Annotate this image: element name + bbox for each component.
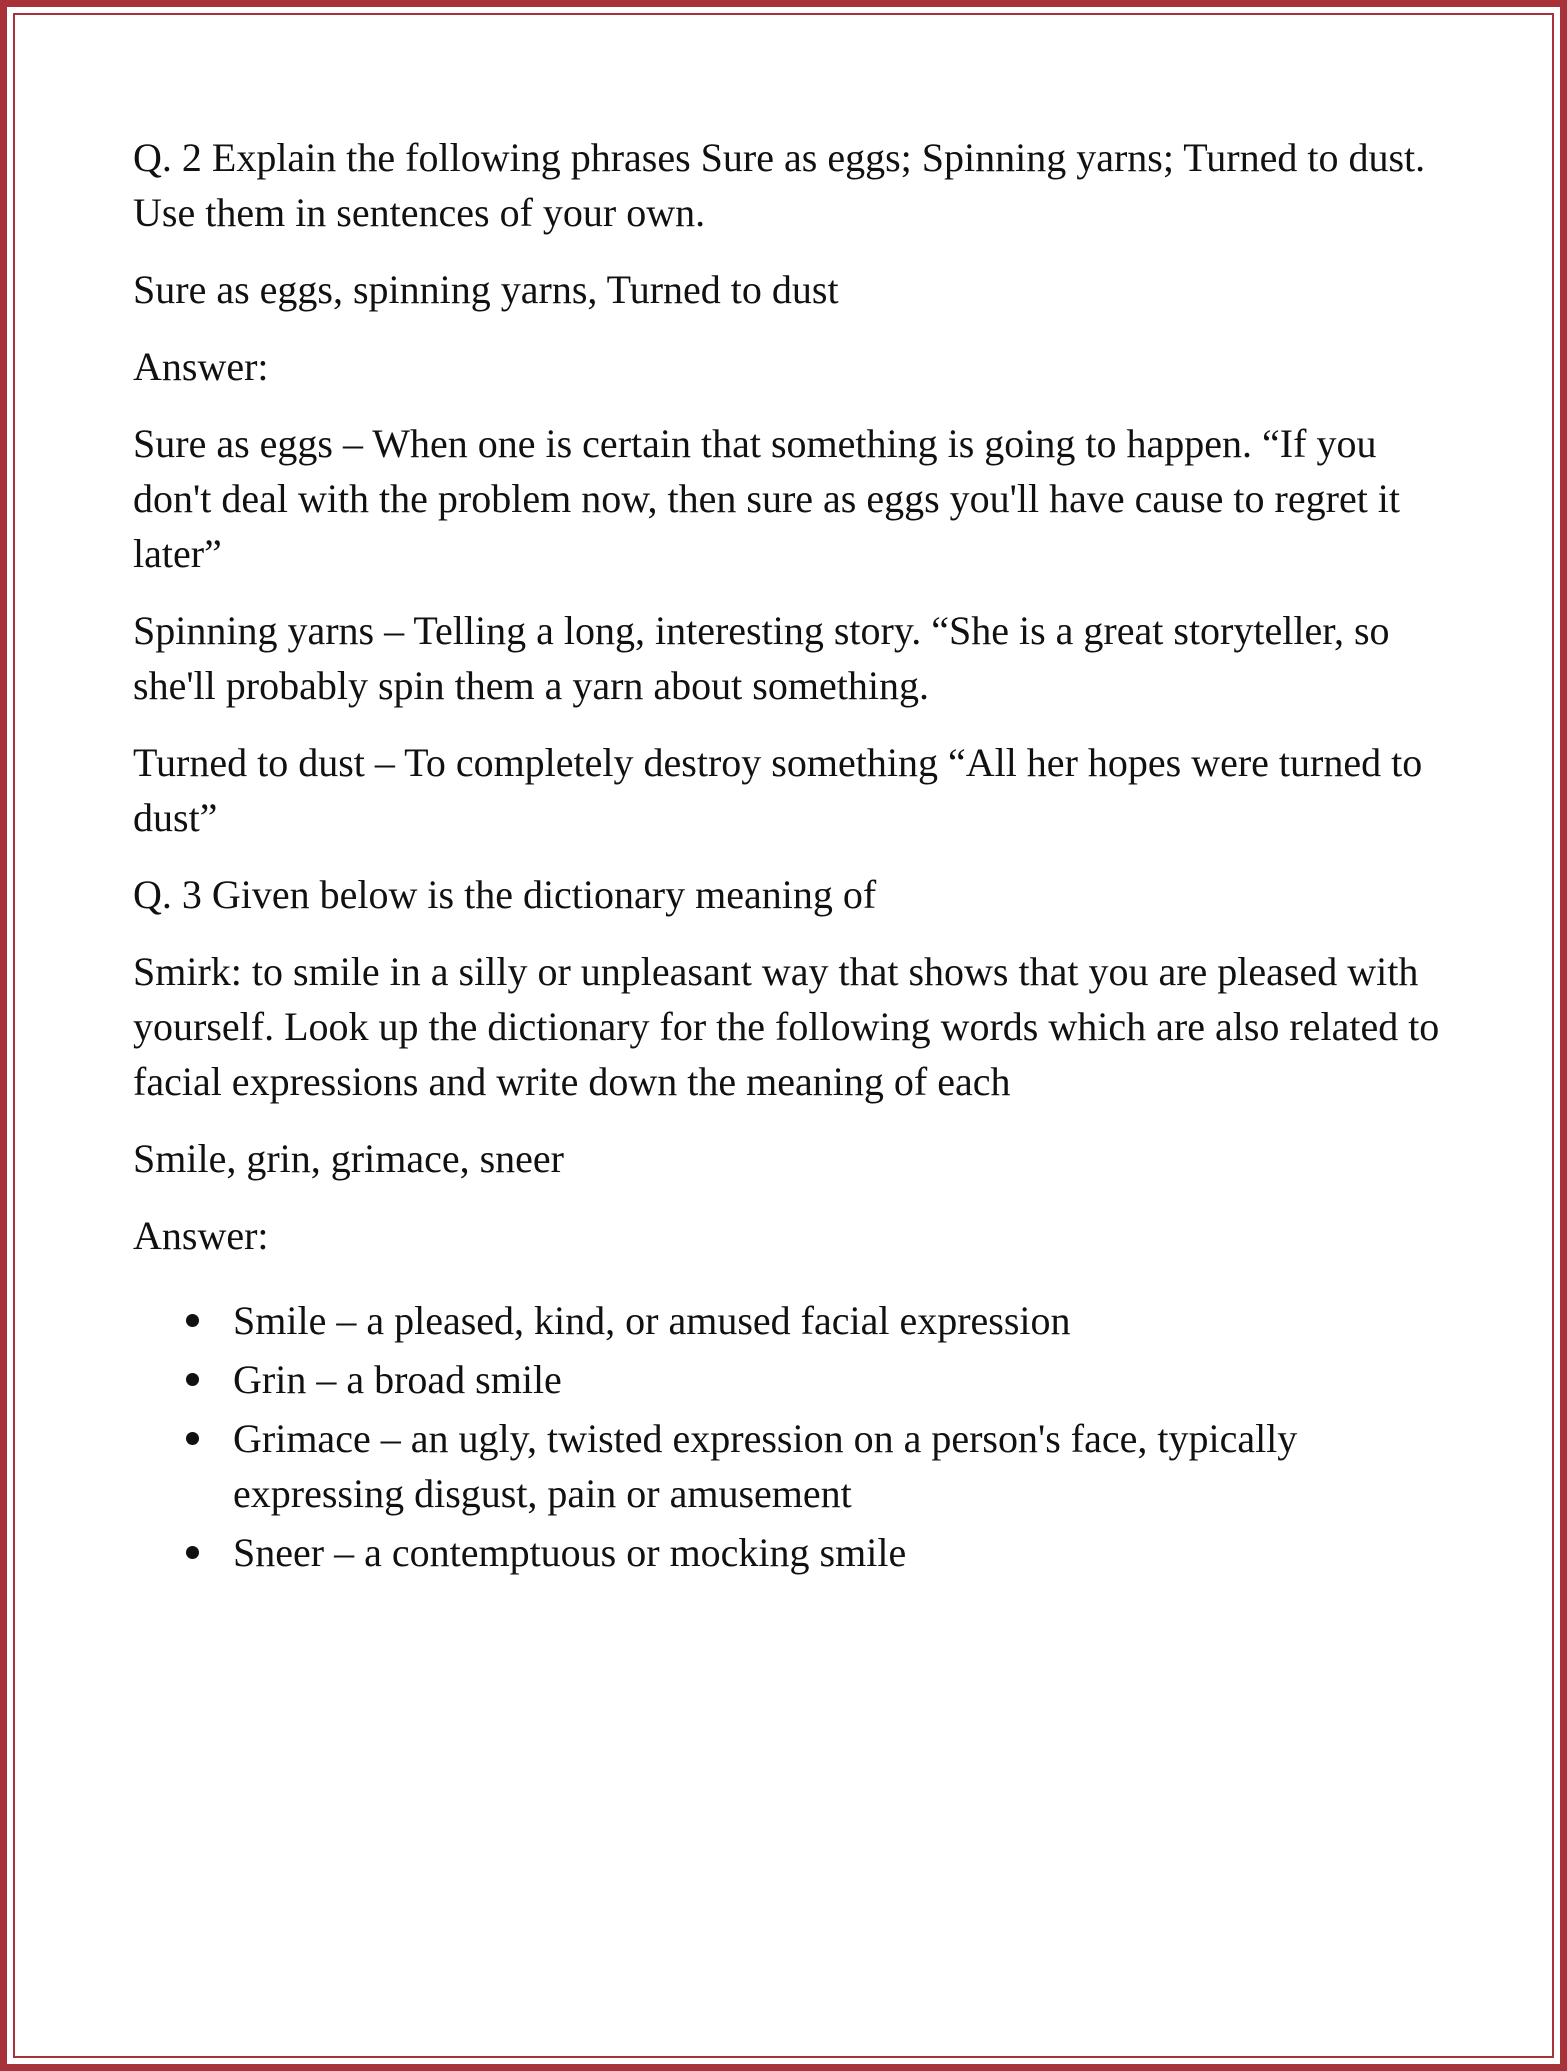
bullet-icon [186, 1373, 199, 1386]
list-item [133, 1525, 1443, 1580]
list-item [133, 1293, 1443, 1348]
q3-words: Smile, grin, grimace, sneer [133, 1136, 564, 1181]
list-item [133, 1411, 1443, 1521]
q2-phrases: Sure as eggs, spinning yarns, Turned to dust [133, 267, 839, 312]
q3-answer-list [133, 1293, 1443, 1580]
bullet-icon [186, 1432, 199, 1445]
q3-question: Q. 3 Given below is the dictionary meaning of [133, 872, 877, 917]
answer-grimace: Grimace – an ugly, twisted expression on a person's face, typically expressing disgust, pain or amusement [233, 1416, 1298, 1516]
answer-smile: Smile – a pleased, kind, or amused facial expression [233, 1298, 1071, 1343]
q2-answer-turned-to-dust: Turned to dust – To completely destroy something “All her hopes were turned to dust” [133, 740, 1423, 840]
document-body [133, 130, 1443, 1584]
q3-definition: Smirk: to smile in a silly or unpleasant way that shows that you are pleased with yourself. Look up the dictionary for the following words which are also related to facial expressions and write down the meaning of each [133, 949, 1440, 1104]
q2-answer-spinning-yarns: Spinning yarns – Telling a long, interesting story. “She is a great storyteller, so she'll probably spin them a yarn about something. [133, 608, 1390, 708]
q2-answer-label: Answer: [133, 344, 269, 389]
q2-answer-sure-as-eggs: Sure as eggs – When one is certain that something is going to happen. “If you don't deal with the problem now, then sure as eggs you'll have cause to regret it later” [133, 421, 1401, 576]
answer-grin: Grin – a broad smile [233, 1357, 562, 1402]
answer-sneer: Sneer – a contemptuous or mocking smile [233, 1530, 907, 1575]
q2-question: Q. 2 Explain the following phrases Sure as eggs; Spinning yarns; Turned to dust. Use them in sentences of your own. [133, 135, 1426, 235]
bullet-icon [186, 1546, 199, 1559]
q3-answer-label: Answer: [133, 1213, 269, 1258]
bullet-icon [186, 1314, 199, 1327]
list-item [133, 1352, 1443, 1407]
